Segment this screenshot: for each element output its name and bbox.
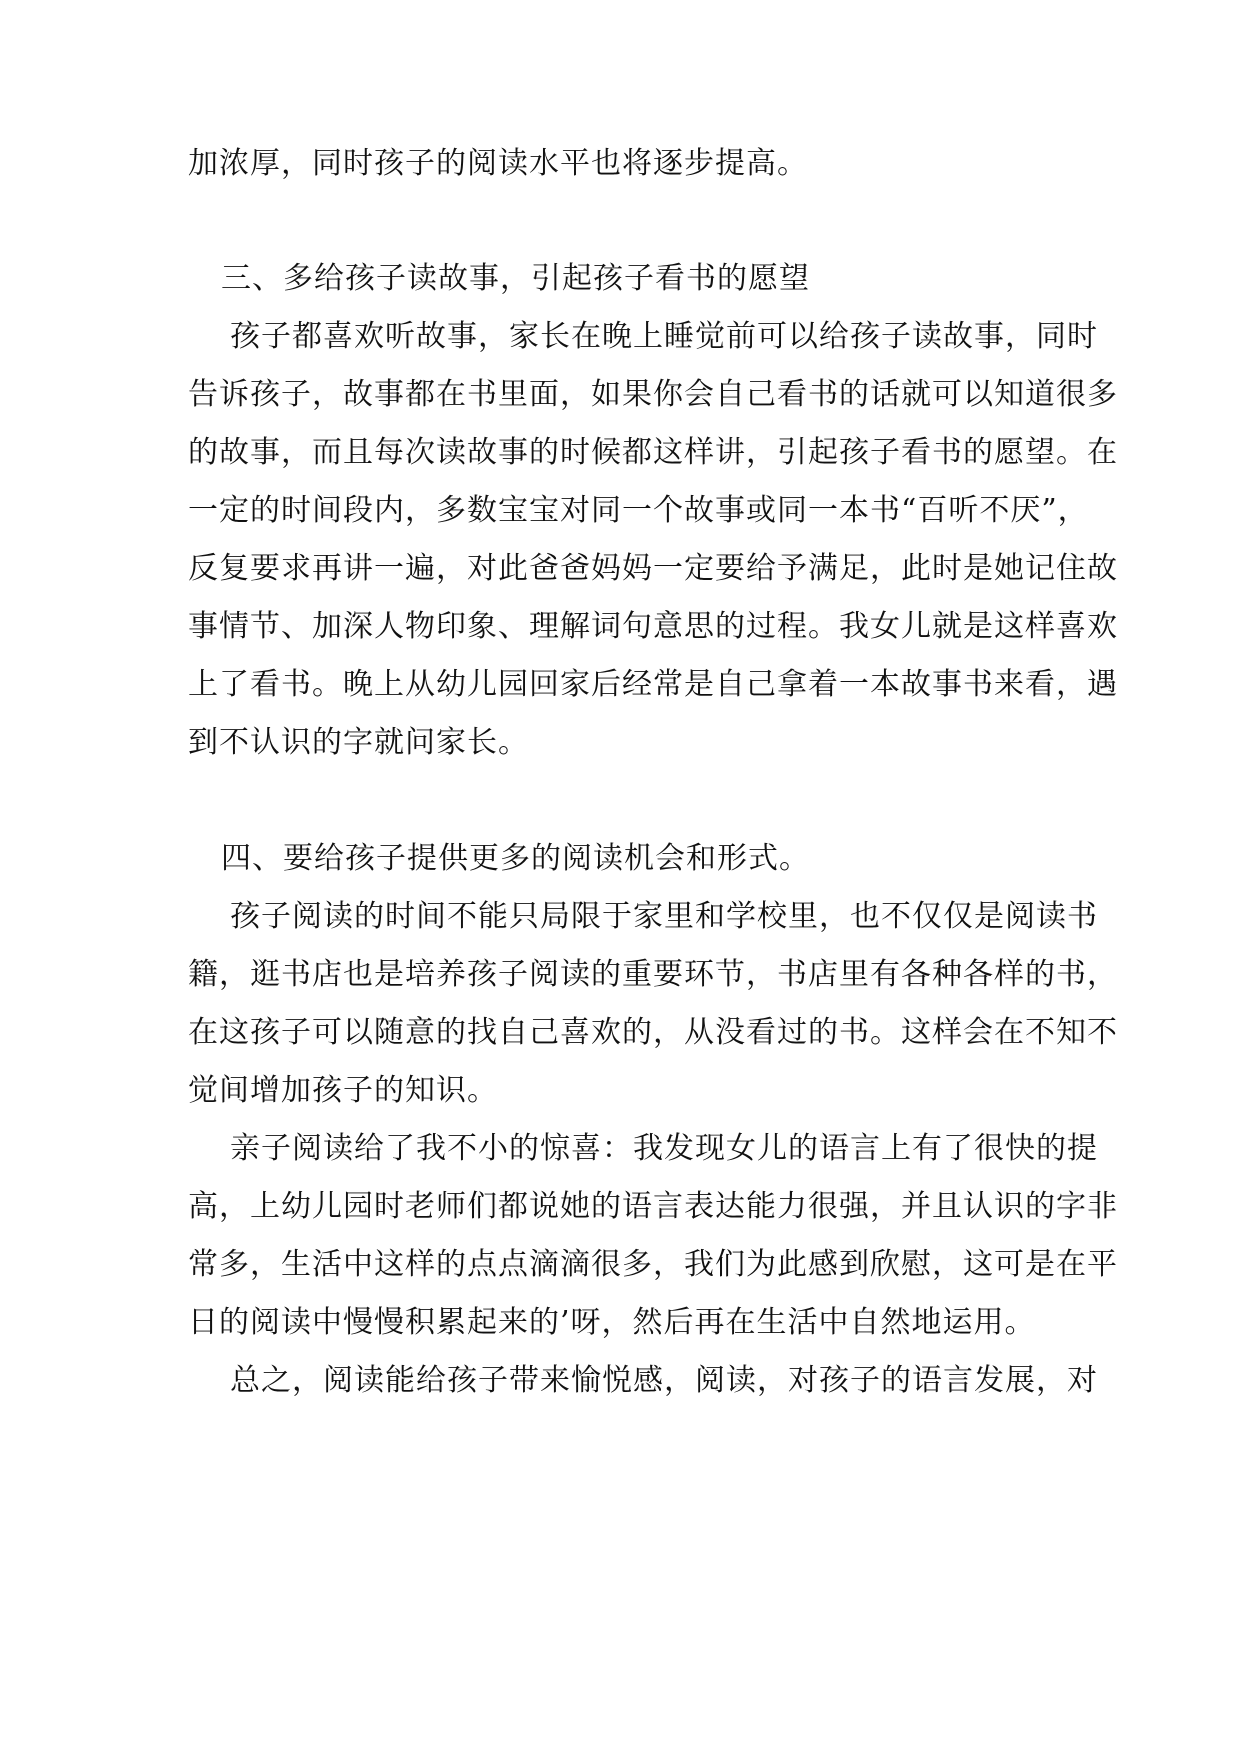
- body-text-line: 日的阅读中慢慢积累起来的’呀，然后再在生活中自然地运用。: [188, 1305, 1036, 1340]
- body-text-line: 高，上幼儿园时老师们都说她的语言表达能力很强，并且认识的字非: [188, 1189, 1118, 1224]
- paragraph-first-line: 亲子阅读给了我不小的惊喜：我发现女儿的语言上有了很快的提: [230, 1131, 1098, 1166]
- body-text-line: 事情节、加深人物印象、理解词句意思的过程。我女儿就是这样喜欢: [188, 609, 1118, 644]
- body-text-line: 在这孩子可以随意的找自己喜欢的，从没看过的书。这样会在不知不: [188, 1015, 1118, 1050]
- paragraph-first-line: 孩子阅读的时间不能只局限于家里和学校里，也不仅仅是阅读书: [230, 899, 1098, 934]
- body-text-line: 加浓厚，同时孩子的阅读水平也将逐步提高。: [188, 146, 808, 181]
- body-text-line: 告诉孩子，故事都在书里面，如果你会自己看书的话就可以知道很多: [188, 377, 1118, 412]
- body-text-line: 的故事，而且每次读故事的时候都这样讲，引起孩子看书的愿望。在: [188, 435, 1118, 470]
- body-text-line: 反复要求再讲一遍，对此爸爸妈妈一定要给予满足，此时是她记住故: [188, 551, 1118, 586]
- body-text-line: 觉间增加孩子的知识。: [188, 1073, 498, 1108]
- paragraph-first-line: 总之，阅读能给孩子带来愉悦感，阅读，对孩子的语言发展，对: [230, 1363, 1098, 1398]
- body-text-line: 上了看书。晚上从幼儿园回家后经常是自己拿着一本故事书来看，遇: [188, 667, 1118, 702]
- body-text-line: 到不认识的字就问家长。: [188, 725, 529, 760]
- body-text-line: 常多，生活中这样的点点滴滴很多，我们为此感到欣慰，这可是在平: [188, 1247, 1118, 1282]
- body-text-line: 一定的时间段内，多数宝宝对同一个故事或同一本书“百听不厌”，: [188, 493, 1089, 528]
- paragraph-first-line: 孩子都喜欢听故事，家长在晚上睡觉前可以给孩子读故事，同时: [230, 319, 1098, 354]
- section-heading-4: 四、要给孩子提供更多的阅读机会和形式。: [221, 841, 810, 876]
- section-heading-3: 三、多给孩子读故事，引起孩子看书的愿望: [221, 261, 810, 296]
- body-text-line: 籍，逛书店也是培养孩子阅读的重要环节，书店里有各种各样的书，: [188, 957, 1118, 992]
